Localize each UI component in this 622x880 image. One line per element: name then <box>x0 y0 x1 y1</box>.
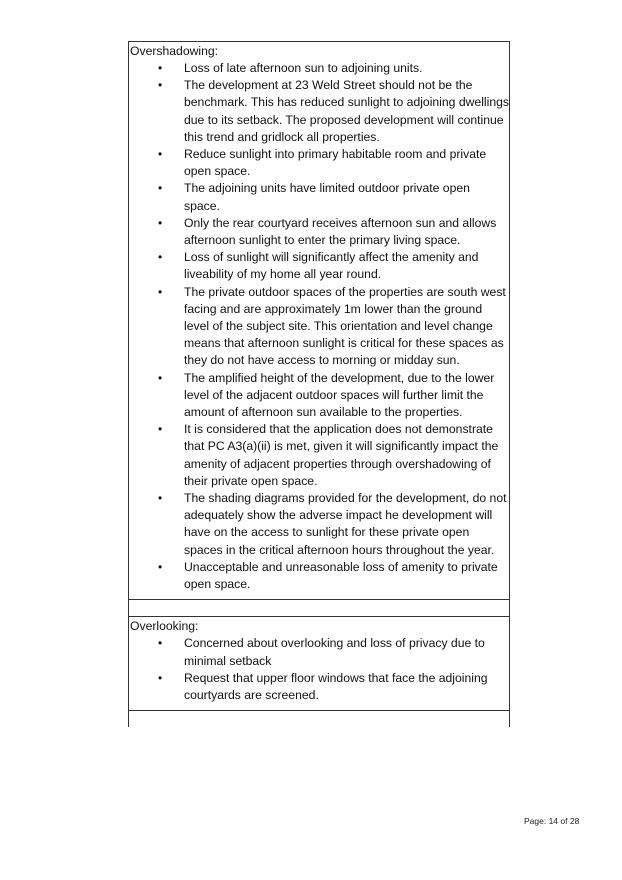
submission-table <box>128 41 510 727</box>
section-title: Overlooking: <box>130 619 199 634</box>
section-overshadowing <box>129 42 509 600</box>
list-item: • Concerned about overlooking and loss of privacy due to minimal setback <box>129 635 509 669</box>
list-item: • The development at 23 Weld Street should not be the benchmark. This has reduced sunlight to adjoining dwellings due to its setback. The proposed development will continue this trend and gridlock all properties. <box>129 77 509 146</box>
empty-row <box>129 711 509 727</box>
bullet-list <box>129 635 509 704</box>
list-item: • Request that upper floor windows that face the adjoining courtyards are screened. <box>129 670 509 704</box>
section-overlooking <box>129 617 509 711</box>
list-item: • The amplified height of the development, due to the lower level of the adjacent outdoor spaces will further limit the amount of afternoon sun available to the properties. <box>129 370 509 422</box>
list-item: • Unacceptable and unreasonable loss of amenity to private open space. <box>129 559 509 593</box>
section-title: Overshadowing: <box>130 44 219 58</box>
bullet-list <box>129 60 509 593</box>
list-item: • Reduce sunlight into primary habitable room and private open space. <box>129 146 509 180</box>
list-item: • Loss of sunlight will significantly affect the amenity and liveability of my home all year round. <box>129 249 509 283</box>
list-item: • The private outdoor spaces of the properties are south west facing and are approximately 1m lower than the ground level of the subject site. This orientation and level change means that afternoon sunlight is critical for these spaces as they do not have access to morning or midday sun. <box>129 284 509 370</box>
list-item: • It is considered that the application does not demonstrate that PC A3(a)(ii) is met, given it will significantly impact the amenity of adjacent properties through overshadowing of their private open space. <box>129 421 509 490</box>
list-item: • Only the rear courtyard receives afternoon sun and allows afternoon sunlight to enter the primary living space. <box>129 215 509 249</box>
list-item: • The shading diagrams provided for the development, do not adequately show the adverse impact he development will have on the access to sunlight for these private open spaces in the critical afternoon hours throughout the year. <box>129 490 509 559</box>
list-item: • Loss of late afternoon sun to adjoining units. <box>129 60 509 77</box>
empty-row <box>129 600 509 617</box>
list-item: • The adjoining units have limited outdoor private open space. <box>129 180 509 214</box>
page-number: Page: 14 of 28 <box>524 816 580 826</box>
